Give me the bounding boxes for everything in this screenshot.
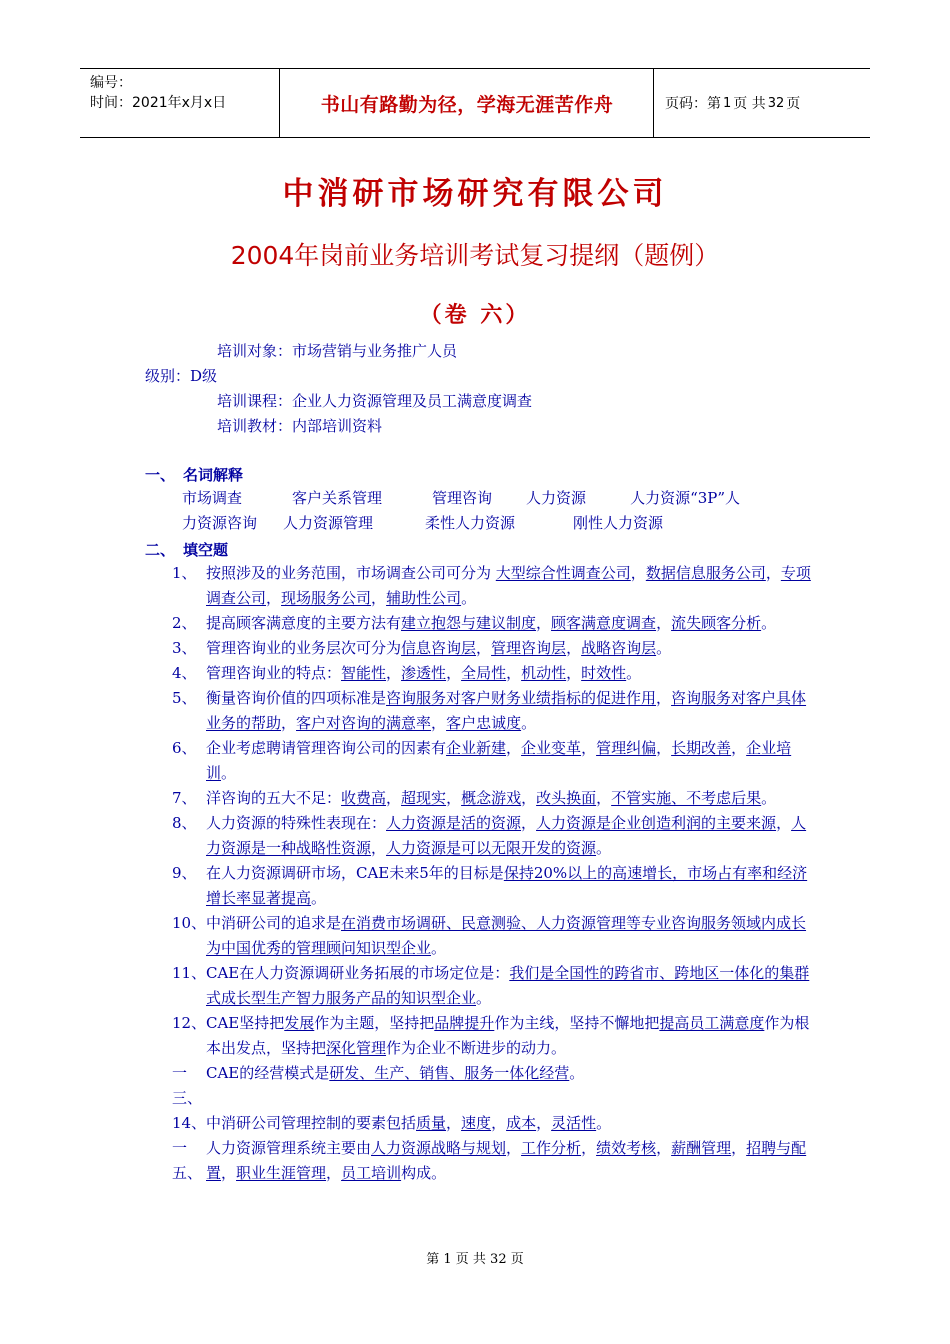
- section-number: 二、: [145, 541, 176, 559]
- answer-text: 保持20%以上的高速增长，市场占有率和经济增长率显著提高: [206, 864, 808, 907]
- question-text: ，: [491, 1114, 507, 1132]
- list-item: [172, 811, 812, 861]
- question-text: ，: [266, 589, 282, 607]
- answer-text: 企业新建: [446, 739, 507, 757]
- item-number: 8、: [172, 814, 197, 832]
- list-item: [172, 736, 812, 786]
- question-text: 。: [461, 589, 477, 607]
- time-label: 时间：2021年x月x日: [90, 95, 227, 111]
- list-item: [172, 561, 812, 611]
- page-indicator: [655, 69, 870, 137]
- question-text: 构成。: [401, 1164, 447, 1182]
- question-text: ，: [281, 714, 297, 732]
- answer-text: 概念游戏: [461, 789, 522, 807]
- question-text: 。: [761, 789, 777, 807]
- item-number: 一五、: [172, 1139, 203, 1182]
- page-footer: 第 1 页 共 32 页: [426, 1252, 524, 1267]
- meta-target: [217, 340, 457, 361]
- question-text: 提高顾客满意度的主要方法有: [206, 614, 402, 632]
- item-number: 4、: [172, 664, 197, 682]
- answer-text: 深化管理: [326, 1039, 387, 1057]
- page-total: 32: [767, 95, 785, 111]
- list-item: [172, 911, 812, 961]
- question-text: 。: [569, 1064, 585, 1082]
- question-text: 。: [656, 639, 672, 657]
- item-number: 5、: [172, 689, 197, 707]
- question-text: ，: [476, 639, 492, 657]
- term: 柔性人力资源: [425, 514, 516, 532]
- question-text: ，: [431, 714, 447, 732]
- document-title: 2004年岗前业务培训考试复习提纲（题例）: [230, 241, 720, 270]
- question-text: 。: [431, 939, 447, 957]
- question-text: ，: [521, 789, 537, 807]
- question-text: 人力资源管理系统主要由: [206, 1139, 372, 1157]
- question-text: ，: [521, 814, 537, 832]
- question-text: 企业考虑聘请管理咨询公司的因素有: [206, 739, 447, 757]
- answer-text: 发展: [284, 1014, 315, 1032]
- terms-line-1: [182, 486, 822, 511]
- answer-text: 时效性: [581, 664, 627, 682]
- answer-text: 长期改善: [671, 739, 732, 757]
- answer-text: 客户对咨询的满意率: [296, 714, 432, 732]
- answer-text: 超现实: [401, 789, 447, 807]
- answer-text: 在消费市场调研、民意测验、人力资源管理等专业咨询服务领域内成长为中国优秀的管理顾问知识型企业: [206, 914, 807, 957]
- item-number: 1、: [172, 564, 197, 582]
- item-number: 一三、: [172, 1064, 203, 1107]
- answer-text: 人力资源是企业创造利润的主要来源: [536, 814, 777, 832]
- question-text: ，: [371, 589, 387, 607]
- question-text: ，: [326, 1164, 342, 1182]
- question-text: ，: [765, 564, 781, 582]
- answer-text: 改头换面: [536, 789, 597, 807]
- answer-text: 辅助性公司: [386, 589, 462, 607]
- item-number: 11、: [172, 964, 207, 982]
- question-text: 管理咨询业的特点：: [206, 664, 342, 682]
- level-label: 级别：: [145, 367, 191, 385]
- question-text: 。: [311, 889, 327, 907]
- material-value: 内部培训资料: [292, 417, 383, 435]
- question-text: ，: [506, 739, 522, 757]
- question-text: ，: [776, 814, 792, 832]
- level-value: D级: [190, 367, 218, 385]
- answer-text: 客户忠诚度: [446, 714, 522, 732]
- answer-text: 建立抱怨与建议制度: [401, 614, 537, 632]
- list-item: [172, 611, 812, 636]
- question-text: ，: [446, 1114, 462, 1132]
- list-item: [172, 686, 812, 736]
- answer-text: 灵活性: [551, 1114, 597, 1132]
- item-text: [206, 661, 812, 686]
- question-text: 作为主题，坚持把: [314, 1014, 435, 1032]
- answer-text: 我们是全国性的跨省市、跨地区一体化的集群式成长型生产智力服务产品的知识型企业: [206, 964, 810, 1007]
- question-text: ，: [506, 664, 522, 682]
- question-text: ，: [536, 1114, 552, 1132]
- term: 管理咨询: [432, 489, 493, 507]
- item-number: 3、: [172, 639, 197, 657]
- target-label: 培训对象：: [217, 342, 293, 360]
- question-text: ，: [630, 564, 646, 582]
- item-number: 9、: [172, 864, 197, 882]
- course-label: 培训课程：: [217, 392, 293, 410]
- term: 人力资源: [526, 489, 587, 507]
- question-text: 洋咨询的五大不足：: [206, 789, 342, 807]
- term: 人力资源“3P”人: [630, 489, 741, 507]
- item-number: 2、: [172, 614, 197, 632]
- terms-list: [182, 486, 822, 536]
- question-text: ，: [386, 789, 402, 807]
- question-text: 中消研公司的追求是: [206, 914, 342, 932]
- question-text: ，: [596, 789, 612, 807]
- answer-text: 不管实施、不考虑后果: [611, 789, 762, 807]
- item-number: 6、: [172, 739, 197, 757]
- list-item: [172, 1136, 812, 1186]
- question-text: CAE的经营模式是: [206, 1064, 330, 1082]
- item-text: [206, 786, 812, 811]
- list-item: [172, 1061, 812, 1111]
- course-value: 企业人力资源管理及员工满意度调查: [292, 392, 533, 410]
- term: 力资源咨询: [182, 514, 258, 532]
- meta-course: [217, 390, 532, 411]
- term: 市场调查: [182, 489, 243, 507]
- motto: 书山有路勤为径，学海无涯苦作舟: [281, 69, 654, 137]
- answer-text: 全局性: [461, 664, 507, 682]
- answer-text: 速度: [461, 1114, 492, 1132]
- section-number: 一、: [145, 466, 176, 484]
- list-item: [172, 661, 812, 686]
- header-info-cell: [80, 69, 280, 137]
- question-text: 。: [596, 1114, 612, 1132]
- answer-text: 大型综合性调查公司: [495, 564, 631, 582]
- item-text: [206, 1061, 812, 1111]
- question-text: ，: [731, 739, 747, 757]
- item-text: [206, 1011, 812, 1061]
- answer-text: 工作分析: [521, 1139, 582, 1157]
- answer-text: 信息咨询层: [401, 639, 477, 657]
- question-text: 。: [521, 714, 537, 732]
- item-text: [206, 961, 812, 1011]
- item-text: [206, 611, 812, 636]
- answer-text: 战略咨询层: [581, 639, 657, 657]
- section-title: 名词解释: [183, 466, 244, 484]
- answer-text: 人力资源是可以无限开发的资源: [386, 839, 597, 857]
- question-text: ，: [656, 1139, 672, 1157]
- list-item: [172, 786, 812, 811]
- page-suffix: 页: [786, 96, 801, 112]
- question-text: ，: [446, 664, 462, 682]
- question-text: ，: [581, 1139, 597, 1157]
- answer-text: 机动性: [521, 664, 567, 682]
- page-mid: 页 共: [733, 96, 766, 112]
- meta-level: [145, 365, 217, 386]
- item-number: 14、: [172, 1114, 207, 1132]
- answer-text: 招聘与配置: [206, 1139, 807, 1182]
- list-item: [172, 636, 812, 661]
- term: 人力资源管理: [283, 514, 374, 532]
- question-text: 作为主线，坚持不懈地把: [494, 1014, 660, 1032]
- question-text: 。: [761, 614, 777, 632]
- answer-text: 咨询服务对客户具体业务的帮助: [206, 689, 807, 732]
- question-text: ，: [386, 664, 402, 682]
- meta-material: [217, 415, 382, 436]
- answer-text: 咨询服务对客户财务业绩指标的促进作用: [386, 689, 657, 707]
- question-text: CAE在人力资源调研业务拓展的市场定位是：: [206, 964, 510, 982]
- company-name: 中消研市场研究有限公司: [282, 176, 668, 212]
- answer-text: 质量: [416, 1114, 447, 1132]
- question-text: ，: [536, 614, 552, 632]
- question-text: ，: [371, 839, 387, 857]
- answer-text: 研发、生产、销售、服务一体化经营: [329, 1064, 570, 1082]
- answer-text: 提高员工满意度: [659, 1014, 765, 1032]
- question-text: 。: [476, 989, 492, 1007]
- question-text: 中消研公司管理控制的要素包括: [206, 1114, 417, 1132]
- volume-label: （卷 六）: [419, 303, 531, 328]
- item-number: 10、: [172, 914, 207, 932]
- item-text: [206, 686, 812, 736]
- answer-text: 流失顾客分析: [671, 614, 762, 632]
- answer-text: 人力资源是一种战略性资源: [206, 814, 807, 857]
- answer-text: 绩效考核: [596, 1139, 657, 1157]
- answer-text: 收费高: [341, 789, 387, 807]
- item-text: [206, 636, 812, 661]
- code-label: 编号：: [90, 75, 132, 91]
- item-text: [206, 811, 812, 861]
- answer-text: 员工培训: [341, 1164, 402, 1182]
- terms-line-2: [182, 511, 822, 536]
- question-text: 人力资源的特殊性表现在：: [206, 814, 387, 832]
- question-text: CAE坚持把: [206, 1014, 285, 1032]
- answer-text: 企业变革: [521, 739, 582, 757]
- question-text: ，: [506, 1139, 522, 1157]
- answer-text: 企业培训: [206, 739, 792, 782]
- term: 刚性人力资源: [573, 514, 664, 532]
- item-text: [206, 736, 812, 786]
- answer-text: 薪酬管理: [671, 1139, 732, 1157]
- question-text: 衡量咨询价值的四项标准是: [206, 689, 387, 707]
- section-heading-fill: [145, 539, 228, 560]
- list-item: [172, 961, 812, 1011]
- item-text: [206, 1111, 812, 1136]
- question-text: ，: [581, 739, 597, 757]
- term: 客户关系管理: [292, 489, 383, 507]
- question-text: ，: [566, 664, 582, 682]
- question-text: ，: [446, 789, 462, 807]
- question-text: 按照涉及的业务范围，市场调查公司可分为: [206, 564, 496, 582]
- question-text: 管理咨询业的业务层次可分为: [206, 639, 402, 657]
- document-header: [80, 68, 870, 138]
- item-text: [206, 911, 812, 961]
- answer-text: 专项调查公司: [206, 564, 811, 607]
- question-text: ，: [656, 689, 672, 707]
- question-text: 。: [221, 764, 237, 782]
- item-text: [206, 561, 812, 611]
- item-number: 7、: [172, 789, 197, 807]
- answer-text: 渗透性: [401, 664, 447, 682]
- answer-text: 智能性: [341, 664, 387, 682]
- item-text: [206, 861, 812, 911]
- list-item: [172, 1011, 812, 1061]
- section-heading-terms: [145, 464, 243, 485]
- answer-text: 成本: [506, 1114, 537, 1132]
- question-text: ，: [566, 639, 582, 657]
- answer-text: 品牌提升: [434, 1014, 495, 1032]
- question-text: 作为根本出发点，坚持把: [206, 1014, 810, 1057]
- section-title: 填空题: [183, 541, 229, 559]
- material-label: 培训教材：: [217, 417, 293, 435]
- question-text: ，: [656, 739, 672, 757]
- question-text: ，: [731, 1139, 747, 1157]
- question-text: 。: [626, 664, 642, 682]
- answer-text: 数据信息服务公司: [645, 564, 766, 582]
- question-text: 。: [596, 839, 612, 857]
- question-text: 在人力资源调研市场，CAE未来5年的目标是: [206, 864, 504, 882]
- answer-text: 人力资源战略与规划: [371, 1139, 507, 1157]
- question-text: ，: [656, 614, 672, 632]
- answer-text: 人力资源是活的资源: [386, 814, 522, 832]
- fill-in-items: [172, 561, 812, 1186]
- item-number: 12、: [172, 1014, 207, 1032]
- question-text: ，: [221, 1164, 237, 1182]
- list-item: [172, 1111, 812, 1136]
- page-prefix: 页码：第: [665, 96, 721, 112]
- item-text: [206, 1136, 812, 1186]
- question-text: 作为企业不断进步的动力。: [386, 1039, 567, 1057]
- answer-text: 现场服务公司: [281, 589, 372, 607]
- answer-text: 职业生涯管理: [236, 1164, 327, 1182]
- target-value: 市场营销与业务推广人员: [292, 342, 458, 360]
- answer-text: 管理咨询层: [491, 639, 567, 657]
- list-item: [172, 861, 812, 911]
- answer-text: 管理纠偏: [596, 739, 657, 757]
- answer-text: 顾客满意度调查: [551, 614, 657, 632]
- page-number: 1: [723, 95, 732, 111]
